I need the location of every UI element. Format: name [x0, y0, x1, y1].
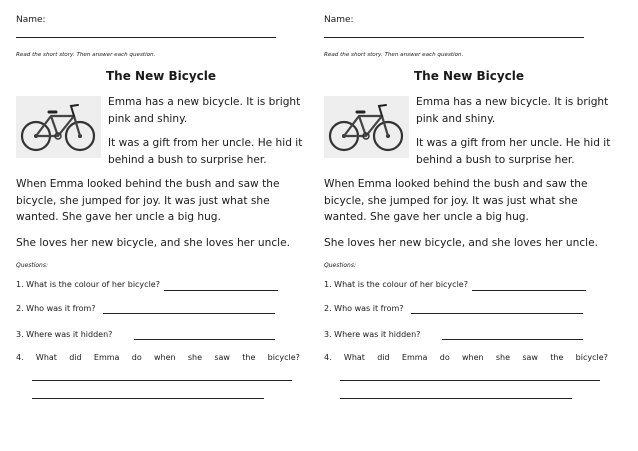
- question-3: 3. Where was it hidden?: [324, 330, 421, 339]
- story-title: The New Bicycle: [414, 69, 525, 83]
- name-label: Name:: [16, 15, 46, 25]
- questions-heading: Questions:: [324, 262, 356, 269]
- answer-line-4b[interactable]: [340, 398, 572, 399]
- q4-word: did: [69, 353, 82, 362]
- q4-word: saw: [522, 353, 538, 362]
- answer-line-1[interactable]: [472, 290, 586, 291]
- bicycle-image: [324, 96, 409, 158]
- worksheet-left: [14, 0, 319, 451]
- q4-word: did: [377, 353, 390, 362]
- q4-word: she: [495, 353, 511, 362]
- story-paragraph-2: It was a gift from her uncle. He hid it behind a bush to surprise her.: [416, 137, 611, 166]
- bicycle-icon: [324, 96, 409, 158]
- story-title: The New Bicycle: [106, 69, 217, 83]
- question-4: [16, 353, 300, 362]
- answer-line-3[interactable]: [134, 339, 275, 340]
- story-paragraph-3: When Emma looked behind the bush and saw the bicycle, she jumped for joy. It was just what she wanted. She gave her uncle a big hug.: [324, 178, 588, 223]
- q4-word: when: [462, 353, 484, 362]
- q4-word: 4.: [16, 353, 24, 362]
- q4-word: What: [35, 353, 57, 362]
- bicycle-image: [16, 96, 101, 158]
- q4-word: bicycle?: [267, 353, 300, 362]
- name-line[interactable]: [16, 37, 276, 38]
- instructions: Read the short story. Then answer each question.: [324, 52, 464, 58]
- question-2: 2. Who was it from?: [16, 304, 96, 313]
- q4-word: Emma: [93, 353, 120, 362]
- answer-line-1[interactable]: [164, 290, 278, 291]
- question-3: 3. Where was it hidden?: [16, 330, 113, 339]
- question-4: [324, 353, 608, 362]
- q4-word: bicycle?: [575, 353, 608, 362]
- answer-line-4b[interactable]: [32, 398, 264, 399]
- q4-word: do: [439, 353, 450, 362]
- q4-word: saw: [214, 353, 230, 362]
- story-paragraph-4: She loves her new bicycle, and she loves her uncle.: [324, 237, 598, 249]
- q4-word: 4.: [324, 353, 332, 362]
- answer-line-2[interactable]: [411, 313, 583, 314]
- answer-line-2[interactable]: [103, 313, 275, 314]
- story-paragraph-1: Emma has a new bicycle. It is bright pink and shiny.: [416, 96, 609, 125]
- q4-word: she: [187, 353, 203, 362]
- answer-line-3[interactable]: [442, 339, 583, 340]
- story-paragraph-1: Emma has a new bicycle. It is bright pink and shiny.: [108, 96, 301, 125]
- answer-line-4a[interactable]: [340, 380, 600, 381]
- name-label: Name:: [324, 15, 354, 25]
- q4-word: Emma: [401, 353, 428, 362]
- question-2: 2. Who was it from?: [324, 304, 404, 313]
- q4-word: the: [242, 353, 256, 362]
- questions-heading: Questions:: [16, 262, 48, 269]
- q4-word: do: [131, 353, 142, 362]
- story-paragraph-3: When Emma looked behind the bush and saw the bicycle, she jumped for joy. It was just what she wanted. She gave her uncle a big hug.: [16, 178, 280, 223]
- bicycle-icon: [16, 96, 101, 158]
- story-paragraph-4: She loves her new bicycle, and she loves her uncle.: [16, 237, 290, 249]
- q4-word: the: [550, 353, 564, 362]
- question-1: 1. What is the colour of her bicycle?: [324, 280, 468, 289]
- instructions: Read the short story. Then answer each question.: [16, 52, 156, 58]
- name-line[interactable]: [324, 37, 584, 38]
- story-paragraph-2: It was a gift from her uncle. He hid it behind a bush to surprise her.: [108, 137, 303, 166]
- q4-word: when: [154, 353, 176, 362]
- worksheet-right: [322, 0, 627, 451]
- question-1: 1. What is the colour of her bicycle?: [16, 280, 160, 289]
- answer-line-4a[interactable]: [32, 380, 292, 381]
- q4-word: What: [343, 353, 365, 362]
